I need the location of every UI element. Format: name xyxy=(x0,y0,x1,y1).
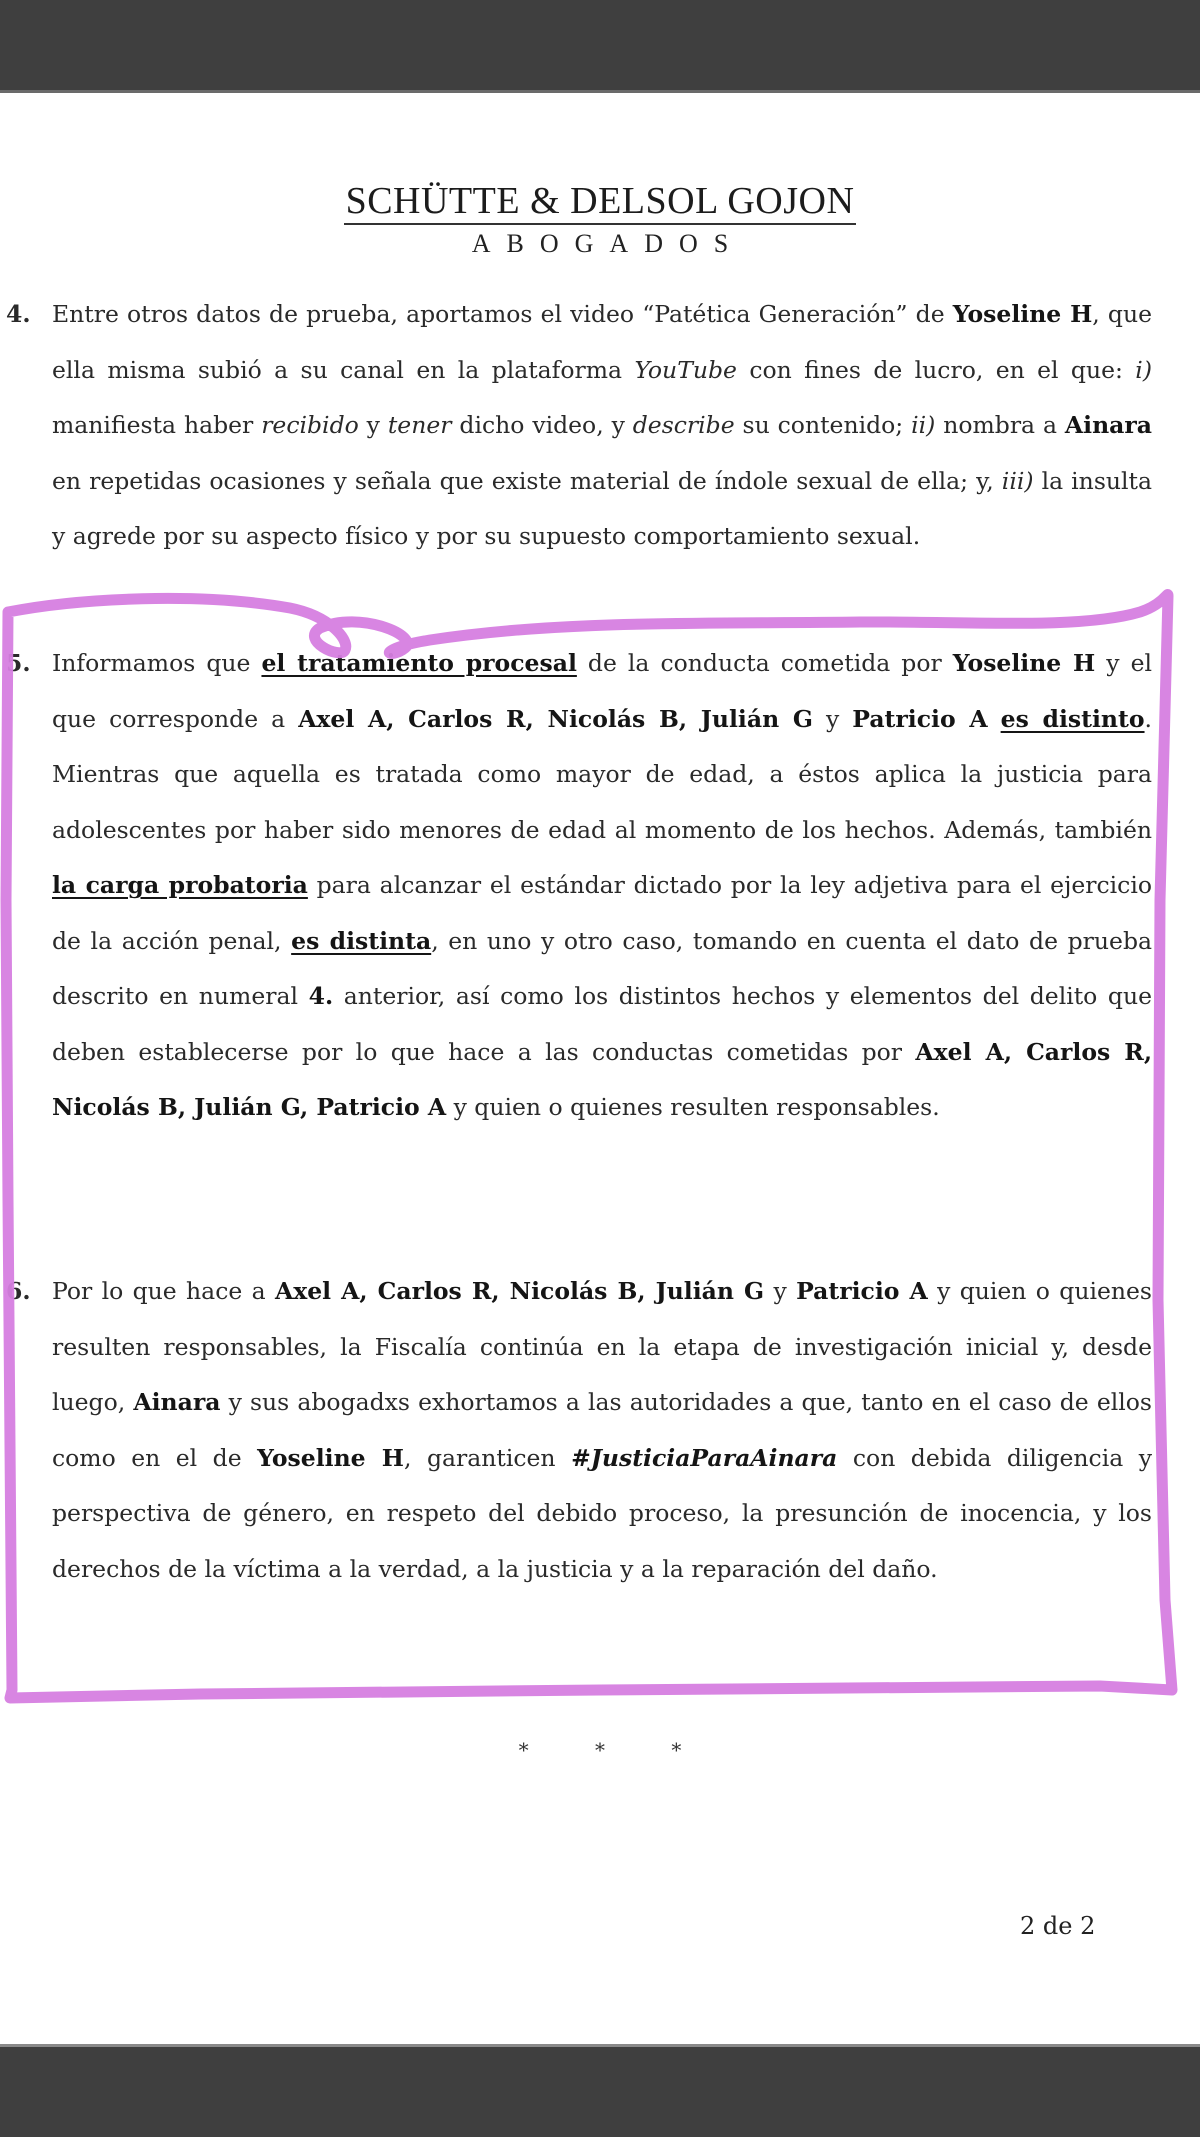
text-run: dicho video, y xyxy=(451,411,633,439)
text-run: 4. xyxy=(308,982,334,1010)
firm-name: SCHÜTTE & DELSOL GOJON xyxy=(344,180,857,225)
text-run: iii) xyxy=(1001,466,1034,495)
text-run: anterior, así como los distintos hechos y elementos del delito que deben establecerse por lo que hace a las conductas cometidas por xyxy=(52,982,1153,1066)
paragraph-5 xyxy=(6,636,1153,1136)
text-run: Entre otros datos de prueba, aportamos el video “Patética Generación” de xyxy=(52,300,953,328)
text-run: i) xyxy=(1135,355,1152,384)
text-run: Por lo que hace a xyxy=(52,1277,275,1305)
paragraph-number: 5. xyxy=(6,649,31,677)
paragraph-text xyxy=(52,1264,1152,1597)
text-run: Patricio A xyxy=(796,1277,928,1305)
text-run: la insulta y agrede por su aspecto físico y por su supuesto comportamiento sexual. xyxy=(52,466,1152,550)
text-run: Ainara xyxy=(1064,411,1152,439)
text-run: y el que corresponde a xyxy=(52,649,1152,733)
text-run: Ainara xyxy=(133,1388,221,1416)
paragraph-number: 6. xyxy=(6,1277,31,1305)
text-run: nombra a xyxy=(935,411,1065,439)
viewer-top-bar xyxy=(0,0,1200,93)
page-number: 2 de 2 xyxy=(1020,1912,1096,1940)
text-run: y quien o quienes resulten responsables. xyxy=(446,1093,940,1121)
text-run: Patricio A xyxy=(852,704,988,733)
paragraph-number: 4. xyxy=(6,300,31,328)
text-run: #JusticiaParaAinara xyxy=(571,1443,838,1472)
text-run: y quien o quienes resulten responsables, la Fiscalía continúa en la etapa de investigación inicial y, desde luego, xyxy=(52,1277,1152,1416)
text-run: es distinto xyxy=(1000,704,1145,733)
text-run: en repetidas ocasiones y señala que existe material de índole sexual de ella; y, xyxy=(52,466,1002,495)
text-run: , en uno y otro caso, tomando en cuenta el dato de prueba descrito en numeral xyxy=(52,926,1152,1010)
text-run: Axel A, Carlos R, Nicolás B, Julián G xyxy=(298,704,813,733)
text-run: describe xyxy=(632,411,735,439)
text-run: y xyxy=(812,704,853,733)
text-run: con fines de lucro, en el que: xyxy=(736,355,1136,384)
text-run: el tratamiento procesal xyxy=(261,649,577,677)
text-run: y sus abogadxs exhortamos a las autoridades a que, tanto en el caso de ellos como en el de xyxy=(52,1388,1152,1472)
text-run: Axel A, Carlos R, Nicolás B, Julián G xyxy=(274,1277,765,1305)
text-run: Informamos que xyxy=(52,649,262,677)
text-run: es distinta xyxy=(291,926,432,955)
section-separator: * * * xyxy=(518,1738,682,1762)
text-run: ii) xyxy=(911,411,936,439)
paragraph-6 xyxy=(6,1264,1152,1597)
text-run: su contenido; xyxy=(734,411,912,439)
text-run: Yoseline H xyxy=(952,300,1093,328)
text-run: manifiesta haber xyxy=(52,411,262,439)
paragraph-4 xyxy=(6,287,1152,565)
text-run: para alcanzar el estándar dictado por la ley adjetiva para el ejercicio de la acción penal, xyxy=(52,871,1152,955)
text-run: Axel A, Carlos R, Nicolás B, Julián G, Patricio A xyxy=(52,1037,1153,1121)
letterhead xyxy=(0,180,1200,259)
text-run: y xyxy=(358,411,388,439)
text-run: tener xyxy=(387,411,452,439)
text-run: con debida diligencia y perspectiva de género, en respeto del debido proceso, la presunción de inocencia, y los derechos de la víctima a la verdad, a la justicia y a la reparación del daño. xyxy=(52,1443,1152,1583)
text-run: , que ella misma subió a su canal en la plataforma xyxy=(52,300,1152,384)
paragraph-text xyxy=(52,636,1152,1136)
text-run: la carga probatoria xyxy=(52,871,308,899)
text-run: recibido xyxy=(261,411,359,439)
text-run: . Mientras que aquella es tratada como mayor de edad, a éstos aplica la justicia para adolescentes por haber sido menores de edad al momento de los hechos. Además, también xyxy=(52,704,1153,844)
text-run: de la conducta cometida por xyxy=(576,649,953,677)
text-run xyxy=(988,705,1001,733)
text-run: Yoseline H xyxy=(257,1443,405,1472)
text-run: y xyxy=(764,1277,797,1305)
text-run: Yoseline H xyxy=(952,649,1096,677)
viewer-bottom-bar xyxy=(0,2044,1200,2137)
paragraph-text xyxy=(52,287,1152,565)
text-run: , garanticen xyxy=(404,1443,572,1472)
firm-subtitle: ABOGADOS xyxy=(471,229,745,258)
text-run: YouTube xyxy=(634,355,737,384)
